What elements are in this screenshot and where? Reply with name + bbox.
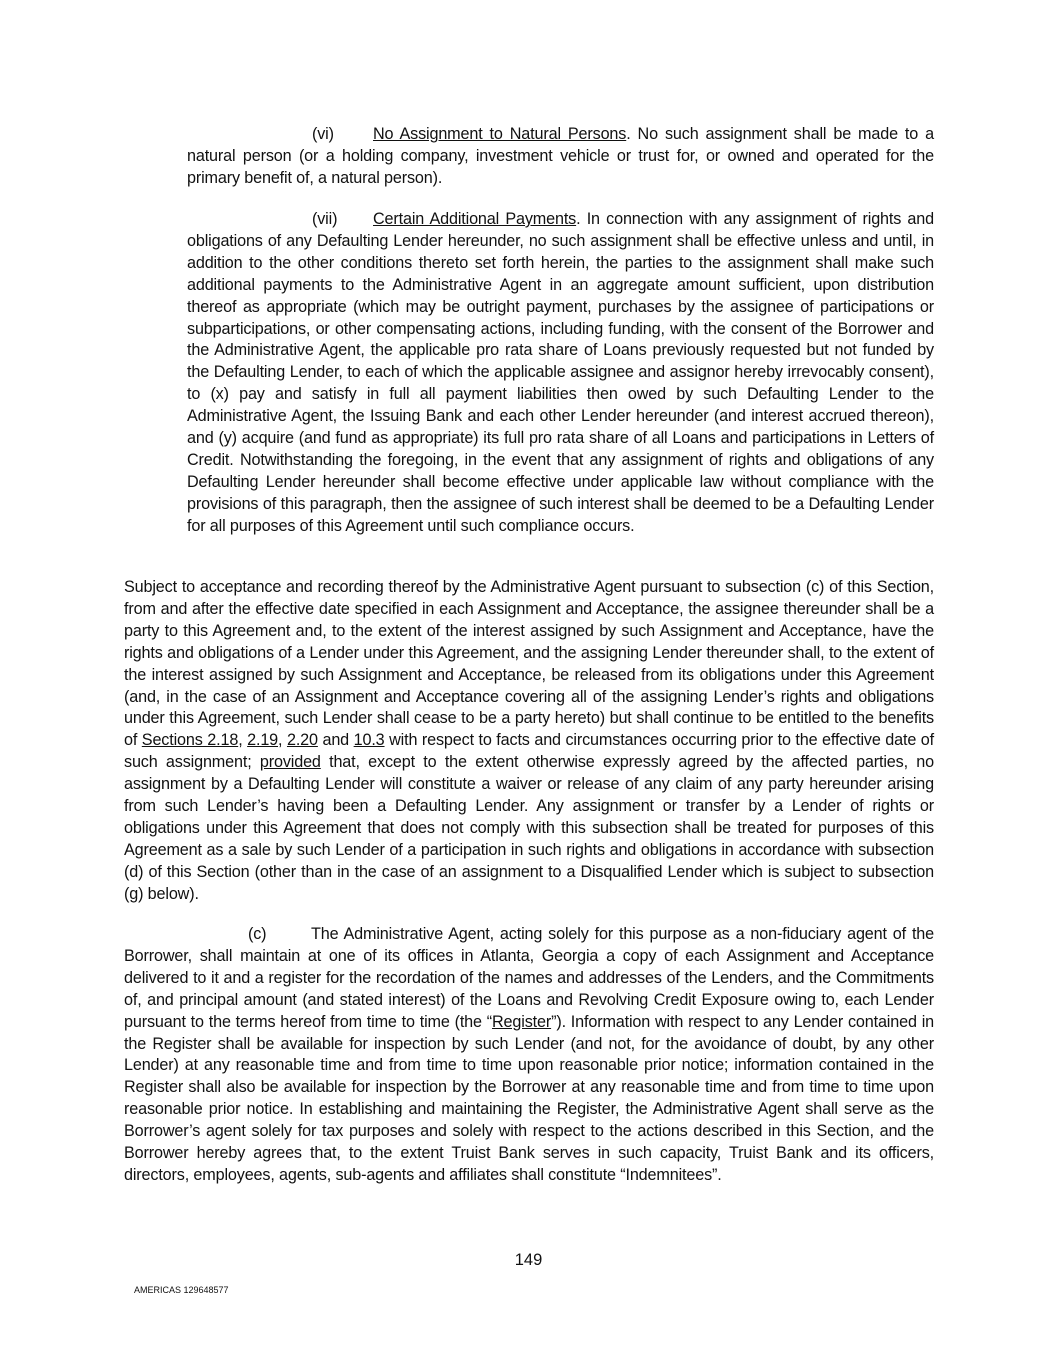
clause-vi <box>187 124 934 190</box>
assignment-effect-text-3: that, except to the extent otherwise expressly agreed by the affected parties, no assignment by a Defaulting Lender will constitute a waiver or release of any claim of any party hereunder arising from such Lender’s having been a Defaulting Lender. Any assignment or transfer by a Lender of rights or obligations under this Agreement that does not comply with this subsection shall be treated for purposes of this Agreement as a sale by such Lender of a participation in such rights and obligations in accordance with subsection (d) of this Section (other than in the case of an assignment to a Disqualified Lender which is subject to subsection (g) below). <box>124 753 934 903</box>
clause-vii-label: (vii) <box>312 210 338 228</box>
section-ref-2-19: 2.19 <box>247 731 279 750</box>
clause-c-text-2: ”). Information with respect to any Lender contained in the Register shall be available for inspection by such Lender (and not, for the avoidance of doubt, by any other Lender) at any reasonable time and from time to time upon reasonable prior notice; information contained in the Register shall also be available for inspection by the Borrower at any reasonable time and from time to time upon reasonable prior notice. In establishing and maintaining the Register, the Administrative Agent shall serve as the Borrower’s agent solely for tax purposes and solely with respect to the actions described in this Section, and the Borrower hereby agrees that, to the extent Truist Bank serves in such capacity, Truist Bank and its officers, directors, employees, agents, sub-agents and affiliates shall constitute “Indemnitees”. <box>124 1012 934 1184</box>
clause-vi-label: (vi) <box>312 125 334 143</box>
register-term: Register <box>492 1012 552 1031</box>
ref-separator: , <box>278 731 287 750</box>
section-ref-2-18: Sections 2.18 <box>141 731 239 750</box>
page-number: 149 <box>514 1251 543 1269</box>
clause-vi-heading: No Assignment to Natural Persons <box>373 125 627 143</box>
assignment-effect-text-2: with respect to facts and circumstances occurring prior to the effective date of such assignment; <box>124 731 934 772</box>
assignment-effect-text-1: Subject to acceptance and recording thereof by the Administrative Agent pursuant to subsection (c) of this Section, from and after the effective date specified in each Assignment and Acceptance, the assignee thereunder shall be a party to this Agreement and, to the extent of the interest assigned by such Assignment and Acceptance, have the rights and obligations of a Lender under this Agreement, and the assigning Lender thereunder shall, to the extent of the interest assigned by such Assignment and Acceptance, be released from its obligations under this Agreement (and, in the case of an Assignment and Acceptance covering all of the assigning Lender’s rights and obligations under this Agreement, such Lender shall cease to be a party hereto) but shall continue to be entitled to the benefits of <box>124 578 934 750</box>
clause-c-label: (c) <box>248 925 267 943</box>
provided-term: provided <box>259 753 321 772</box>
clause-c <box>124 924 934 1187</box>
clause-vii <box>187 209 934 538</box>
ref-separator: and <box>317 731 354 750</box>
section-ref-2-20: 2.20 <box>286 731 318 750</box>
clause-vii-heading: Certain Additional Payments <box>373 210 577 228</box>
assignment-effect-paragraph <box>124 577 934 906</box>
document-id: AMERICAS 129648577 <box>134 1285 229 1295</box>
clause-vii-text: . In connection with any assignment of rights and obligations of any Defaulting Lender hereunder, no such assignment shall be effective unless and until, in addition to the other conditions thereto set forth herein, the parties to the assignment shall make such additional payments to the Administrative Agent in an aggregate amount sufficient, upon distribution thereof as appropriate (which may be outright payment, purchases by the assignee of participations or subparticipations, or other compensating actions, including funding, with the consent of the Borrower and the Administrative Agent, the applicable pro rata share of Loans previously requested but not funded by the Defaulting Lender, to each of which the applicable assignee and assignor hereby irrevocably consent), to (x) pay and satisfy in full all payment liabilities then owed by such Defaulting Lender to the Administrative Agent, the Issuing Bank and each other Lender hereunder (and interest accrued thereon), and (y) acquire (and fund as appropriate) its full pro rata share of all Loans and participations in Letters of Credit. Notwithstanding the foregoing, in the event that any assignment of rights and obligations of any Defaulting Lender hereunder shall become effective under applicable law without compliance with the provisions of this paragraph, then the assignee of such interest shall be deemed to be a Defaulting Lender for all purposes of this Agreement until such compliance occurs. <box>187 210 934 535</box>
clause-vi-text: . No such assignment shall be made to a natural person (or a holding company, investment vehicle or trust for, or owned and operated for the primary benefit of, a natural person). <box>187 125 934 187</box>
ref-separator: , <box>238 731 248 750</box>
section-ref-10-3: 10.3 <box>353 731 385 750</box>
clause-c-text-1: The Administrative Agent, acting solely for this purpose as a non-fiduciary agent of the Borrower, shall maintain at one of its offices in Atlanta, Georgia a copy of each Assignment and Acceptance delivered to it and a register for the recordation of the names and addresses of the Lenders, and the Commitments of, and principal amount (and stated interest) of the Loans and Revolving Credit Exposure owing to, each Lender pursuant to the terms hereof from time to time (the “ <box>124 925 934 1031</box>
